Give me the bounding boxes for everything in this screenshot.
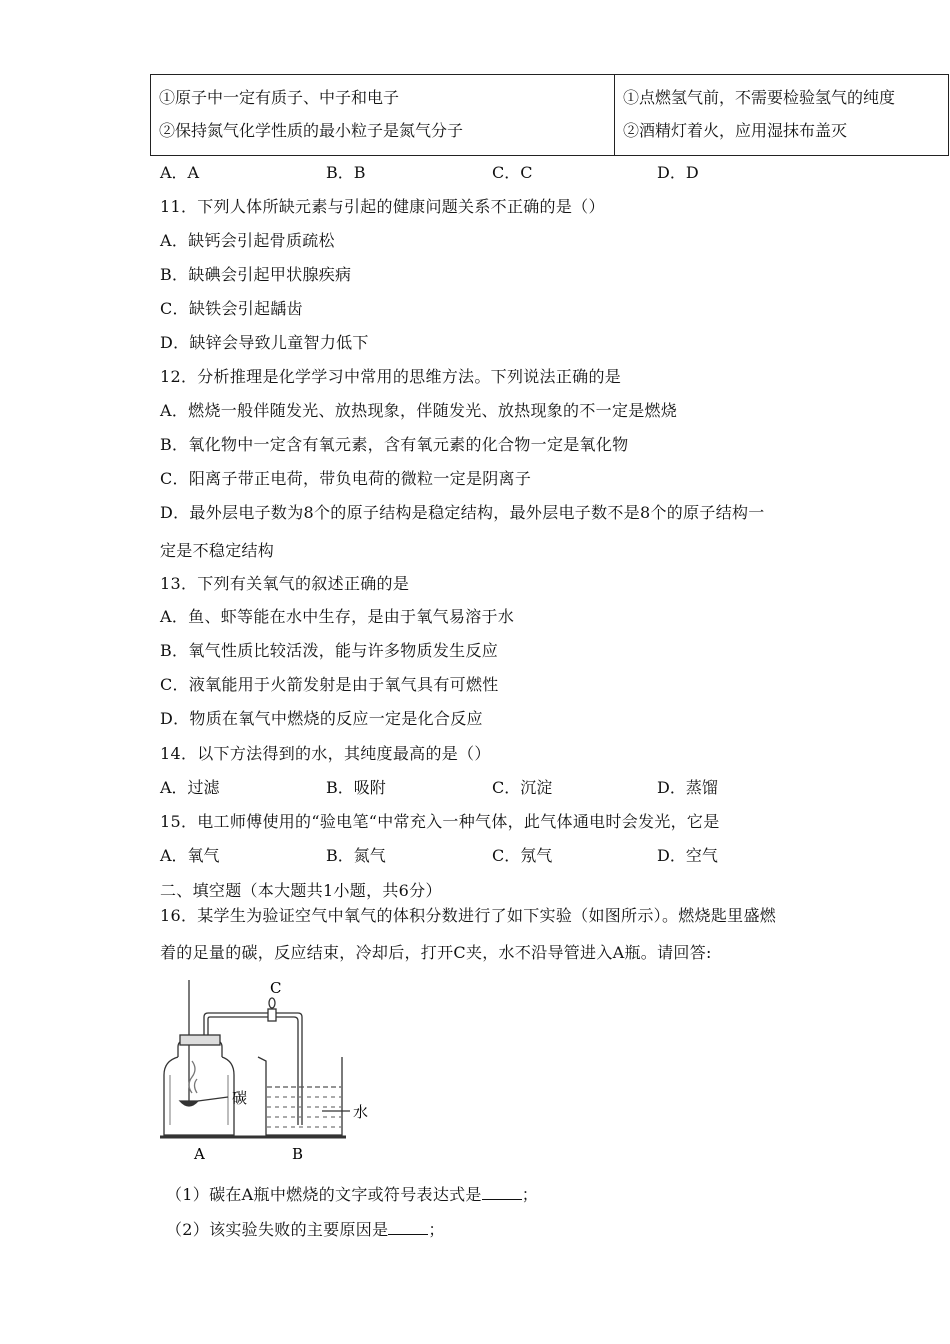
q12-option-a[interactable]: A．燃烧一般伴随发光、放热现象，伴随发光、放热现象的不一定是燃烧 [160,401,678,420]
q13-option-b[interactable]: B．氧气性质比较活泼，能与许多物质发生反应 [160,641,499,660]
q10-option-b[interactable]: B．B [326,163,366,182]
label-clamp-c: C [270,979,282,997]
q14-option-c[interactable]: C．沉淀 [492,778,553,797]
q16-sub2 [166,1217,445,1240]
label-beaker-b: B [292,1145,304,1163]
q15-option-b[interactable]: B．氮气 [326,846,386,865]
q16-sub2-answer-blank[interactable] [388,1220,428,1235]
q14-stem: 14．以下方法得到的水，其纯度最高的是（） [160,744,491,763]
q16-sub1-end: ； [521,1185,539,1204]
q10-cell-right [615,75,949,156]
q15-stem: 15．电工师傅使用的“验电笔“中常充入一种气体，此气体通电时会发光，它是 [160,812,720,831]
bottle-body [164,1057,234,1135]
combustion-spoon [180,1101,198,1106]
label-carbon: 碳 [232,1089,248,1107]
q10-table [150,74,949,156]
clamp-c [268,1009,276,1021]
label-water: 水 [353,1103,369,1121]
q12-stem: 12．分析推理是化学学习中常用的思维方法。下列说法正确的是 [160,367,622,386]
q11-stem: 11．下列人体所缺元素与引起的健康问题关系不正确的是（） [160,197,605,216]
q12-option-d[interactable]: D．最外层电子数为8个的原子结构是稳定结构，最外层电子数不是8个的原子结构一 [160,503,765,522]
q11-option-b[interactable]: B．缺碘会引起甲状腺疾病 [160,265,352,284]
q11-option-c[interactable]: C．缺铁会引起龋齿 [160,299,303,318]
q10-option-d[interactable]: D．D [657,163,699,182]
q16-sub1-answer-blank[interactable] [482,1185,522,1200]
q16-sub1-text: （1）碳在A瓶中燃烧的文字或符号表达式是 [166,1185,482,1204]
q13-option-d[interactable]: D．物质在氧气中燃烧的反应一定是化合反应 [160,709,483,728]
q10-cell-left [151,75,615,156]
q16-stem-line-1: 16．某学生为验证空气中氧气的体积分数进行了如下实验（如图所示）。燃烧匙里盛燃 [160,906,777,925]
bottle-stopper [180,1035,220,1045]
section-2-heading: 二、填空题（本大题共1小题，共6分） [160,881,442,900]
q16-apparatus-figure [150,975,390,1165]
q16-sub1 [166,1182,538,1205]
q12-option-b[interactable]: B．氧化物中一定含有氧元素，含有氧元素的化合物一定是氧化物 [160,435,629,454]
q14-option-b[interactable]: B．吸附 [326,778,386,797]
flame-icon [189,1061,195,1093]
q15-option-d[interactable]: D．空气 [657,846,718,865]
q10-left-line-1: ①原子中一定有质子、中子和电子 [159,88,400,107]
q13-option-c[interactable]: C．液氧能用于火箭发射是由于氧气具有可燃性 [160,675,499,694]
q16-sub2-text: （2）该实验失败的主要原因是 [166,1220,389,1239]
beaker-b [258,1057,342,1135]
q10-right-line-1: ①点燃氢气前，不需要检验氢气的纯度 [623,88,896,107]
q14-option-a[interactable]: A．过滤 [160,778,220,797]
q15-option-a[interactable]: A．氧气 [160,846,220,865]
q15-option-c[interactable]: C．氖气 [492,846,553,865]
q14-option-d[interactable]: D．蒸馏 [657,778,718,797]
q12-option-c[interactable]: C．阳离子带正电荷，带负电荷的微粒一定是阴离子 [160,469,532,488]
q10-option-c[interactable]: C．C [492,163,533,182]
q13-option-a[interactable]: A．鱼、虾等能在水中生存，是由于氧气易溶于水 [160,607,515,626]
q11-option-d[interactable]: D．缺锌会导致儿童智力低下 [160,333,369,352]
q16-stem-line-2: 着的足量的碳，反应结束，冷却后，打开C夹，水不沿导管进入A瓶。请回答: [160,943,712,962]
q10-right-line-2: ②酒精灯着火，应用湿抹布盖灭 [623,121,848,140]
label-bottle-a: A [194,1145,205,1163]
q12-option-d-continuation: 定是不稳定结构 [160,541,275,560]
connecting-tube [204,1013,302,1125]
q10-option-a[interactable]: A．A [160,163,200,182]
q16-sub2-end: ； [428,1220,445,1239]
q11-option-a[interactable]: A．缺钙会引起骨质疏松 [160,231,335,250]
q10-left-line-2: ②保持氮气化学性质的最小粒子是氮气分子 [159,121,464,140]
q13-stem: 13．下列有关氧气的叙述正确的是 [160,574,410,593]
